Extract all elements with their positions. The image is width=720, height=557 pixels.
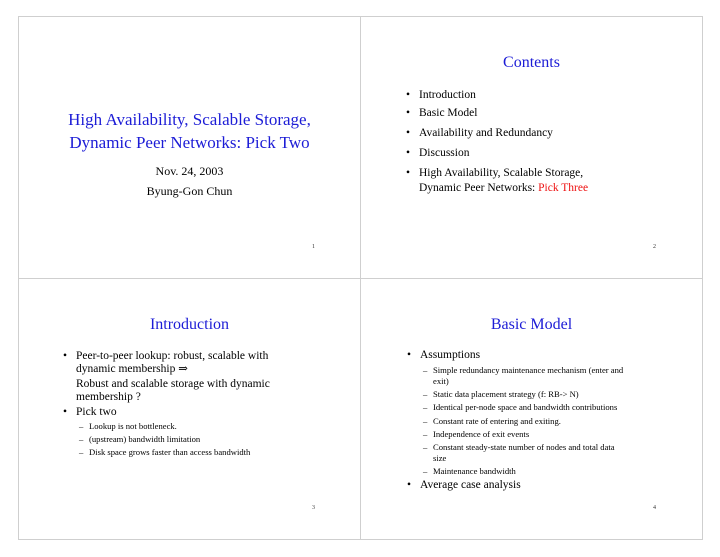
contents-item: • Availability and Redundancy	[406, 127, 553, 139]
slide-1-page-number: 1	[312, 244, 315, 250]
intro-bullet: • Peer-to-peer lookup: robust, scalable with	[63, 350, 269, 362]
slide-1-date: Nov. 24, 2003	[155, 164, 224, 178]
model-sub-item: – Constant rate of entering and exiting.	[423, 416, 561, 426]
intro-sub-item: – (upstream) bandwidth limitation	[79, 434, 201, 444]
slide-1-title-line-2: Dynamic Peer Networks: Pick Two	[69, 133, 310, 152]
slide-2-page-number: 2	[653, 244, 656, 250]
slide-4-title: Basic Model	[490, 316, 573, 333]
intro-sub-item: – Lookup is not bottleneck.	[79, 421, 177, 431]
model-sub-item: – Independence of exit events	[423, 429, 530, 439]
slide-3-page-number: 3	[312, 505, 315, 511]
model-bullet: • Assumptions	[407, 349, 481, 361]
slide-2	[360, 16, 703, 278]
model-sub-item: – Constant steady-state number of nodes and total data	[423, 442, 615, 452]
slide-4	[360, 278, 703, 540]
contents-item: • Introduction	[406, 89, 476, 101]
slide-3-title: Introduction	[149, 316, 230, 333]
contents-item: • Basic Model	[406, 107, 478, 119]
model-sub-item: – Static data placement strategy (f: RB-> N)	[423, 389, 579, 399]
contents-item-continuation: Dynamic Peer Networks: Pick Three	[419, 182, 589, 194]
contents-item: • High Availability, Scalable Storage,	[406, 167, 584, 179]
slide-1-title-line-1: High Availability, Scalable Storage,	[68, 110, 311, 129]
intro-bullet-line: membership ?	[76, 391, 141, 403]
slide-1	[18, 16, 360, 278]
model-sub-item-continuation: size	[433, 453, 447, 463]
pick-three-highlight: Pick Three	[538, 182, 589, 194]
slide-3	[18, 278, 360, 540]
model-sub-item: – Maintenance bandwidth	[423, 466, 516, 476]
intro-sub-item: – Disk space grows faster than access bandwidth	[79, 447, 251, 457]
slide-4-page-number: 4	[653, 505, 656, 511]
slide-1-author: Byung-Gon Chun	[146, 184, 233, 198]
model-sub-item-continuation: exit)	[433, 376, 449, 386]
intro-bullet-line: Robust and scalable storage with dynamic	[76, 378, 270, 390]
model-sub-item: – Simple redundancy maintenance mechanism (enter and	[423, 365, 624, 375]
intro-bullet-line: dynamic membership ⇒	[76, 363, 188, 375]
slide-2-title: Contents	[503, 54, 560, 71]
model-bullet: • Average case analysis	[407, 479, 521, 491]
intro-bullet: • Pick two	[63, 406, 117, 418]
contents-item: • Discussion	[406, 147, 470, 159]
model-sub-item: – Identical per-node space and bandwidth contributions	[423, 402, 618, 412]
